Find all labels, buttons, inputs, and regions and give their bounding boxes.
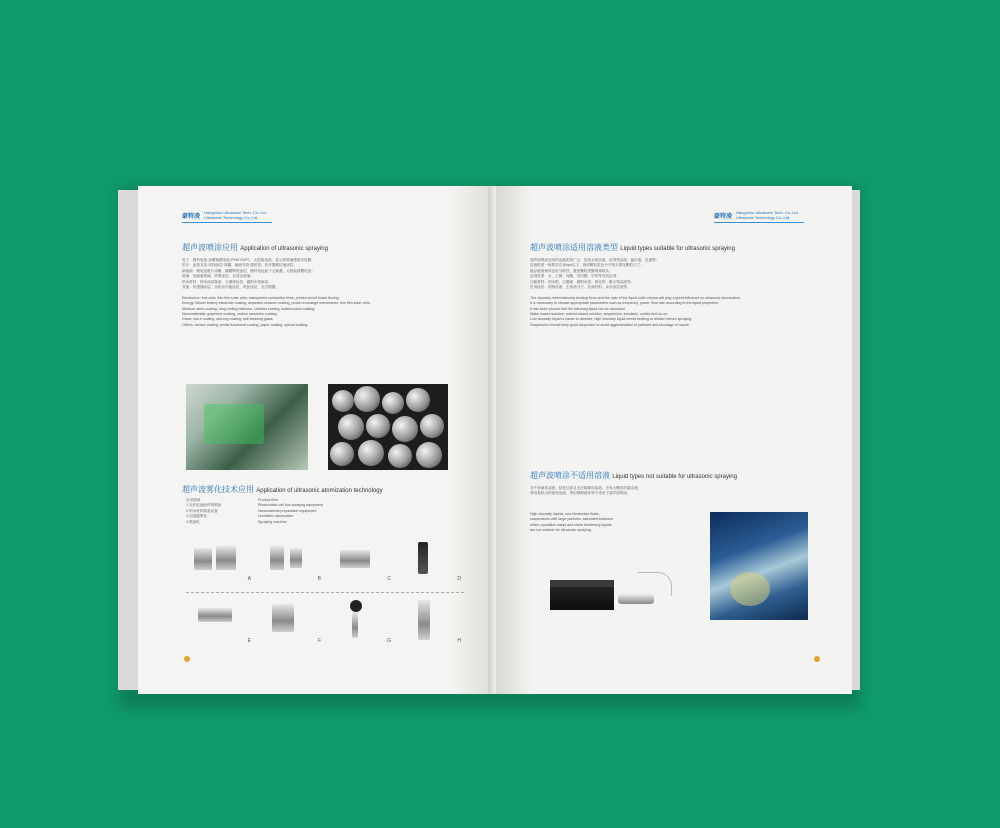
table-row: 应用领域 Product field <box>186 498 278 502</box>
atomization-table <box>186 498 323 525</box>
brand-logo: 豪特凌 <box>714 213 733 220</box>
device-d: D <box>396 534 465 584</box>
ultrasonic-generator-photo <box>550 580 614 610</box>
device-h: H <box>396 596 465 646</box>
right-page <box>496 186 852 694</box>
left-page <box>138 186 494 694</box>
table-row: 3.加湿器雾化 Humidifier atomization <box>186 514 294 519</box>
table-row: 1.光伏电池助焊剂喷涂 Photovoltaic cell flux spraying equipment <box>186 503 323 508</box>
device-e: E <box>186 596 255 646</box>
header-rule <box>714 222 804 223</box>
open-brochure <box>124 186 854 698</box>
table-row: 4.喷涂机 Spraying machine <box>186 519 287 524</box>
header-line1: Hangzhou Ultrasonic Tech. Co.,Ltd. <box>736 210 799 215</box>
header-line2: Ultrasonic Technology Co.,Ltd. <box>736 215 791 220</box>
application-text: 电子：燃料电池·涂覆薄膜电池·PEM·SOFC，太阳能电池，显示屏玻璃透明导电膜； 医疗：血管支架·药物涂层·球囊，输液导管·透析管，医疗器械抗菌涂层； 新能源：锂电池极片涂覆，隔膜陶瓷涂层，燃料电池质子交换膜，太阳能薄膜电池； 玻璃：低辐射玻璃，防雾涂层，自清洁玻璃； 纳米材料：纳米涂层制备，石墨烯涂层，碳纳米管涂层； 其他：传感器涂层，纺织品功能涂层，纸张涂层，光学镀膜。 Electronics: fuel cells, thin film solar cells, transparent conductive films, printed circuit board fluxing. Energy: lithium battery electrode coating, separator ceramic coating, proton exchange membranes, thin film solar cells; Medical: stent coating, drug eluting balloons, catheter coating, antimicrobial coating; Nanomaterials: graphene coating, carbon nanotube coating; Glass: low-e coating, anti-fog coating, self-cleaning glass; Others: sensor coating, textile functional coating, paper coating, optical coating. <box>182 258 371 327</box>
header-line1: Hangzhou Ultrasonic Tech. Co.,Ltd. <box>204 210 267 215</box>
unsuitable-liquids-text: 非牛顿流体溶液，粘度过高且无法稀释的溶液，含有大颗粒的悬浮液， 易结晶析出的饱和溶液，剪切增稠液体等不适用于超声波喷涂。 <box>530 486 642 496</box>
page-number-dot-right <box>814 656 820 662</box>
device-c: C <box>326 534 395 584</box>
device-g: G <box>326 596 395 646</box>
suitable-liquids-text: 超声波喷涂适用的溶液类型广泛，包括水基溶液、溶剂型溶液、悬浮液、乳液等； 溶液粘度一般要求在30cps以下，固体颗粒粒径小于喷头雾化颗粒尺寸； 悬浮液需保持良好分散性，避免颗粒团聚堵塞喷头； 溶剂类型：水、乙醇、丙酮、异丙醇、甲苯等有机溶剂； 功能材料：纳米银、石墨烯、碳纳米管、氧化物、聚合物溶液等； 医用涂层：药物溶液、生物高分子、抗菌材料、亲水涂层液等。 The viscosity, intermolecular binding force and the ratio of the liquid solid volume will play a great influence on ultrasonic atomization; It is necessary to choose appropriate parameters such as frequency, power, flow rate according to the liquid properties. It has been proved that the following liquid can be atomized: Water-based solution, solvent-based solution, suspension, emulsion, colloid and so on; Low viscosity liquid is easier to atomize, high viscosity liquid needs heating or dilution before spraying; Suspension should keep good dispersion to avoid agglomeration of particles and blockage of nozzle. <box>530 258 741 327</box>
spraying-machine-photo <box>186 384 308 470</box>
device-grid <box>186 534 464 650</box>
microsphere-photo <box>328 384 448 470</box>
device-f: F <box>256 596 325 646</box>
grid-divider <box>186 592 464 593</box>
page-header <box>714 210 799 220</box>
device-b: B <box>256 534 325 584</box>
section-title-unsuitable-liquids: 超声波喷涂不适用溶液 Liquid types not suitable for ultrasonic spraying <box>530 471 737 480</box>
section-title-spraying-application: 超声波喷涂应用 Application of ultrasonic spraying <box>182 243 328 252</box>
section-title-atomization: 超声波雾化技术应用 Application of ultrasonic atomization technology <box>182 485 383 494</box>
section-title-suitable-liquids: 超声波喷涂适用溶液类型 Liquid types suitable for ultrasonic spraying <box>530 243 735 252</box>
transducer-photo <box>618 594 654 604</box>
brand-logo: 豪特凌 <box>182 213 201 220</box>
unsuitable-liquids-text-en: High viscosity liquids, non-Newtonian fluids, suspensions with large particles, saturated solutions which crystallize easily and shear thickening liquids are not suitable for ultrasonic spraying. <box>530 512 613 533</box>
header-line2: Ultrasonic Technology Co.,Ltd. <box>204 215 259 220</box>
header-rule <box>182 222 272 223</box>
device-a: A <box>186 534 255 584</box>
page-number-dot-left <box>184 656 190 662</box>
transducer-cable <box>638 572 672 596</box>
lab-flask-photo <box>710 512 808 620</box>
page-header <box>182 210 267 220</box>
table-row: 2.纳米材料制备设备 Nanomaterial preparation equipment <box>186 508 317 513</box>
